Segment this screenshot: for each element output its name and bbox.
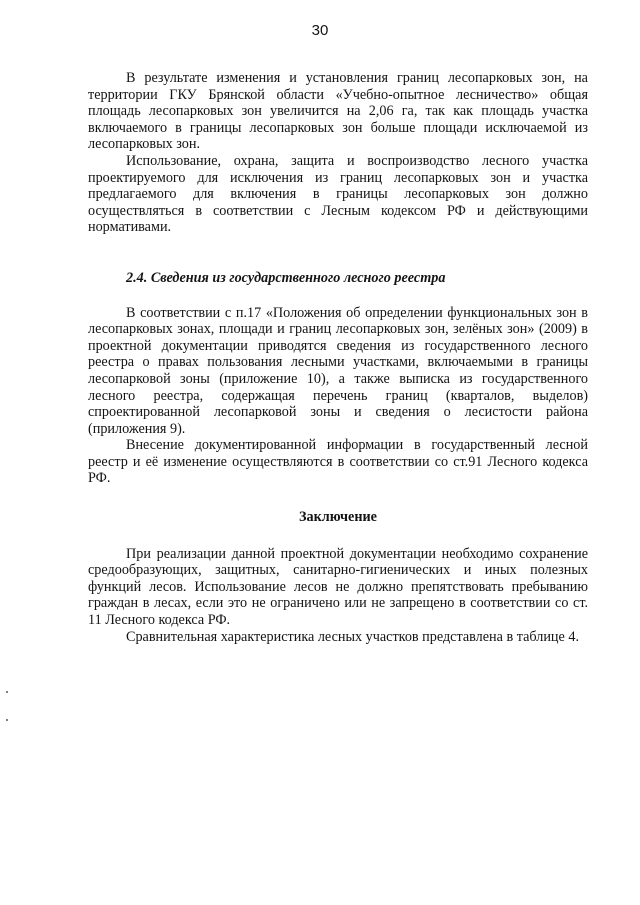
section-heading: 2.4. Сведения из государственного лесного реестра bbox=[126, 269, 446, 286]
paragraph: Использование, охрана, защита и воспроизводство лесного участка проектируемого для исключения из границ лесопарковых зон и участка предлагаемого для включения в границы лесопарковых зон должно осуществляться в соответствии с Лесным кодексом РФ и действующими нормативами. bbox=[88, 152, 588, 236]
document-body bbox=[88, 70, 588, 645]
margin-mark bbox=[6, 719, 8, 721]
conclusion-heading: Заключение bbox=[299, 509, 377, 526]
margin-mark bbox=[6, 691, 8, 693]
paragraph: Сравнительная характеристика лесных участков представлена в таблице 4. bbox=[126, 628, 580, 645]
page-number: 30 bbox=[311, 22, 329, 39]
paragraph: При реализации данной проектной документации необходимо сохранение средообразующих, защитных, санитарно-гигиенических и иных полезных функций лесов. Использование лесов не должно препятствовать пребыванию граждан в лесах, если это не ограничено или не запрещено в соответствии со ст. 11 Лесного кодекса РФ. bbox=[88, 545, 588, 629]
paragraph: В соответствии с п.17 «Положения об определении функциональных зон в лесопарковых зонах, площади и границ лесопарковых зон, зелёных зон» (2009) в проектной документации приводятся сведения из государственного лесного реестра о правах пользования лесными участками, включаемыми в границы лесопарковой зоны (приложение 10), а также выписка из государственного лесного реестра, содержащая перечень границ (кварталов, выделов) спроектированной лесопарковой зоны и сведения о лесистости района (приложения 9). bbox=[88, 304, 588, 437]
paragraph: В результате изменения и установления границ лесопарковых зон, на территории ГКУ Брянской области «Учебно-опытное лесничество» общая площадь лесопарковых зон увеличится на 2,06 га, так как площадь участка включаемого в границы лесопарковых зон больше площади исключаемой из лесопарковых зон. bbox=[88, 70, 588, 153]
paragraph: Внесение документированной информации в государственный лесной реестр и её изменение осуществляются в соответствии со ст.91 Лесного кодекса РФ. bbox=[88, 437, 588, 487]
